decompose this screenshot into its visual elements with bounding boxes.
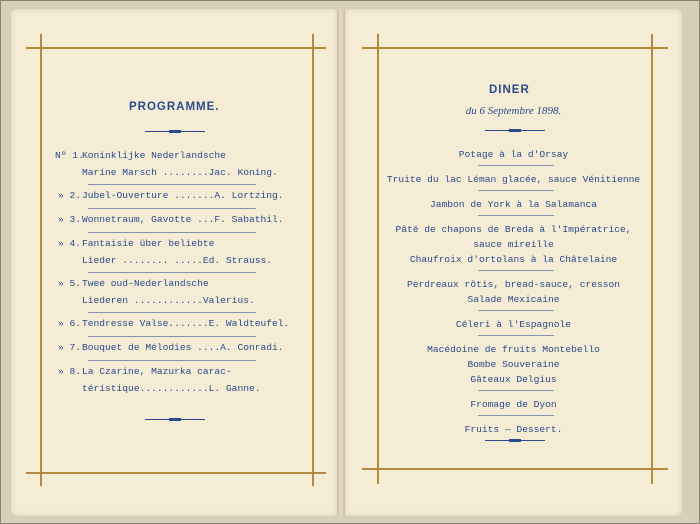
- programme-item-number: » 5.: [58, 278, 82, 289]
- menu-ornament-bottom: [485, 440, 545, 442]
- menu-separator: [478, 215, 554, 216]
- menu-course-line: Macédoine de fruits Montebello: [427, 344, 600, 355]
- menu-separator: [478, 335, 554, 336]
- menu-course-line: Perdreaux rôtis, bread-sauce, cresson: [406, 279, 621, 290]
- menu-ornament-top: [485, 130, 545, 132]
- programme-item-line1: Twee oud-Nederlandsche: [82, 278, 209, 289]
- menu-course-line: Jambon de York à la Salamanca: [430, 199, 597, 210]
- menu-course-line: Fromage de Dyon: [470, 399, 557, 410]
- programme-item-line2: Marine Marsch ........Jac. Koning.: [82, 167, 278, 178]
- menu-separator: [478, 310, 554, 311]
- programme-separator: [88, 312, 256, 313]
- programme-item-number: » 3.: [58, 214, 82, 225]
- menu-course-line: Gâteaux Delgius: [470, 374, 557, 385]
- menu-separator: [478, 190, 554, 191]
- card-fold: [337, 9, 345, 516]
- menu-separator: [478, 390, 554, 391]
- programme-item-number: » 8.: [58, 366, 82, 377]
- programme-item-line2: Lieder ........ .....Ed. Strauss.: [82, 255, 272, 266]
- menu-course-line: Céleri à l'Espagnole: [455, 319, 572, 330]
- menu-course-line: Chaufroix d'ortolans à la Châtelaine: [409, 254, 618, 265]
- programme-ornament-bottom: [145, 419, 205, 421]
- menu-title: DINER: [489, 84, 530, 96]
- menu-course-line: Potage à la d'Orsay: [458, 149, 569, 160]
- menu-course-line: Bombe Souveraine: [467, 359, 560, 370]
- programme-item-line1: Bouquet de Mélodies ....A. Conradi.: [82, 342, 284, 353]
- menu-course-line: Salade Mexicaine: [467, 294, 560, 305]
- left-border-right: [312, 34, 314, 486]
- programme-separator: [88, 184, 256, 185]
- menu-course-line: Pâté de chapons de Breda à l'Impératrice,: [395, 224, 632, 235]
- programme-item-line1: Wonnetraum, Gavotte ...F. Sabathil.: [82, 214, 284, 225]
- left-border-top: [26, 47, 326, 49]
- programme-separator: [88, 208, 256, 209]
- programme-item-line1: Tendresse Valse.......E. Waldteufel.: [82, 318, 290, 329]
- programme-item-number: Nº 1.: [55, 150, 84, 161]
- programme-separator: [88, 360, 256, 361]
- menu-course-line: Truite du lac Léman glacée, sauce Vénitienne: [386, 174, 641, 185]
- programme-separator: [88, 272, 256, 273]
- programme-separator: [88, 232, 256, 233]
- programme-title: PROGRAMME.: [129, 101, 220, 113]
- programme-item-line1: Fantaisie über beliebte: [82, 238, 215, 249]
- programme-item-number: » 6.: [58, 318, 82, 329]
- right-border-bottom: [362, 468, 668, 470]
- menu-separator: [478, 270, 554, 271]
- programme-item-line2: Liederen ............Valerius.: [82, 295, 255, 306]
- programme-item-number: » 7.: [58, 342, 82, 353]
- menu-separator: [478, 415, 554, 416]
- menu-course-line: sauce mireille: [473, 239, 554, 250]
- programme-item-number: » 2.: [58, 190, 82, 201]
- programme-ornament-top: [145, 131, 205, 133]
- menu-separator: [478, 165, 554, 166]
- programme-item-line1: Koninklijke Nederlandsche: [82, 150, 226, 161]
- programme-item-line2: téristique............L. Ganne.: [82, 383, 261, 394]
- left-border-left: [40, 34, 42, 486]
- menu-date: du 6 Septembre 1898.: [465, 105, 562, 117]
- programme-item-line1: Jubel-Ouverture .......A. Lortzing.: [82, 190, 284, 201]
- menu-course-line: Fruits — Dessert.: [464, 424, 563, 435]
- left-border-bottom: [26, 472, 326, 474]
- programme-item-number: » 4.: [58, 238, 82, 249]
- right-border-top: [362, 47, 668, 49]
- programme-item-line1: La Czarine, Mazurka carac-: [82, 366, 232, 377]
- programme-separator: [88, 336, 256, 337]
